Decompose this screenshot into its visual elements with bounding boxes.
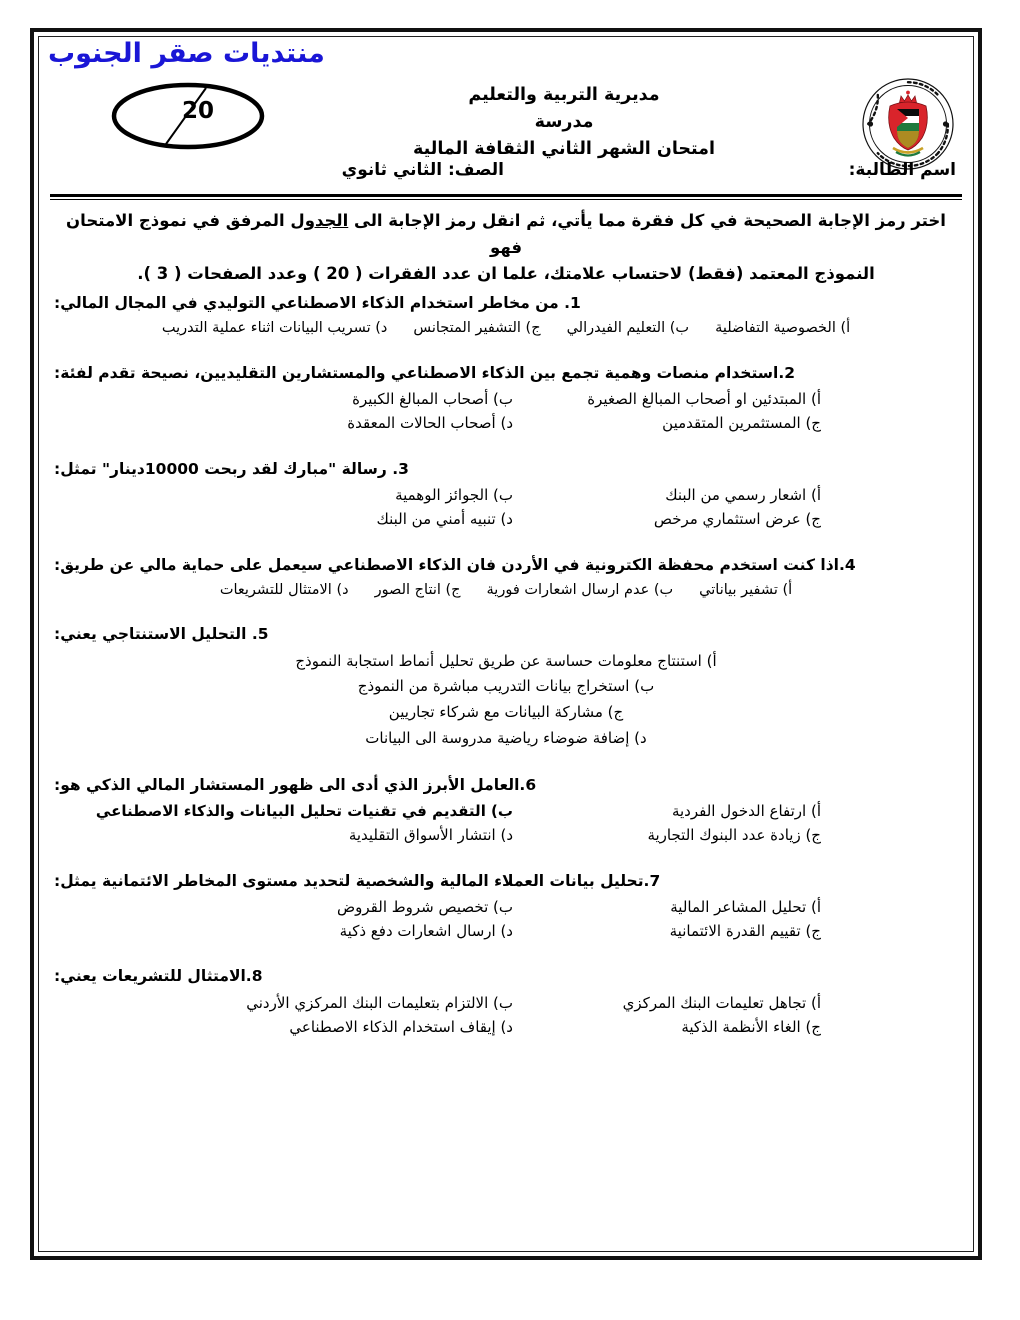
option-6-1[interactable]: أ) ارتفاع الدخول الفردية (671, 801, 821, 820)
question-stem-4: 4.اذا كنت استخدم محفظة الكترونية في الأردن فان الذكاء الاصطناعي سيعمل على حماية مالي عن طريق: (54, 555, 856, 574)
option-2-2[interactable]: ب) أصحاب المبالغ الكبيرة (352, 390, 513, 409)
question-spacer (54, 440, 958, 458)
option-8-4[interactable]: د) إيقاف استخدام الذكاء الاصطناعي (289, 1017, 513, 1036)
question-spacer (54, 756, 958, 774)
option-4-1[interactable]: أ) تشفير بياناتي (699, 581, 793, 598)
option-8-1[interactable]: أ) تجاهل تعليمات البنك المركزي (622, 993, 821, 1012)
options-stack-5 (54, 649, 958, 752)
question-stem-3: 3. رسالة "مبارك لقد ربحت 10000دينار" تمثل: (54, 459, 409, 478)
question-spacer (54, 536, 958, 554)
option-1-1[interactable]: أ) الخصوصية التفاضلية (715, 320, 851, 337)
options-row-2-1 (54, 387, 958, 411)
header-divider (50, 194, 962, 200)
question-block-6 (54, 774, 958, 848)
options-row-6-2 (54, 823, 958, 847)
option-1-2[interactable]: ب) التعليم الفيدرالي (566, 320, 690, 337)
exam-instructions (54, 208, 958, 288)
options-row-3-1 (54, 483, 958, 507)
option-7-2[interactable]: ب) تخصيص شروط القروض (337, 897, 513, 916)
options-row-7-2 (54, 919, 958, 943)
option-2-4[interactable]: د) أصحاب الحالات المعقدة (347, 414, 513, 433)
options-grid-6 (54, 799, 958, 848)
class-label: الصف: الثاني ثانوي (341, 160, 504, 180)
question-block-8 (54, 965, 958, 1039)
options-row-7-1 (54, 895, 958, 919)
option-5-2[interactable]: ب) استخراج بيانات التدريب مباشرة من النموذج (357, 677, 655, 696)
option-4-4[interactable]: د) الامتثال للتشريعات (219, 581, 349, 598)
options-grid-7 (54, 895, 958, 944)
option-1-3[interactable]: ج) التشفير المتجانس (413, 320, 541, 337)
question-block-1 (54, 292, 958, 340)
student-name-label: اسم الطالبة: (848, 160, 956, 180)
question-spacer (54, 344, 958, 362)
option-8-2[interactable]: ب) الالتزام بتعليمات البنك المركزي الأردني (246, 993, 513, 1012)
option-7-3[interactable]: ج) تقييم القدرة الائتمانية (669, 922, 821, 941)
options-row-8-1 (54, 991, 958, 1015)
question-stem-7: 7.تحليل بيانات العملاء المالية والشخصية لتحديد مستوى المخاطر الائتمانية يمثل: (54, 871, 661, 890)
option-6-2[interactable]: ب) التقديم في تقنيات تحليل البيانات والذكاء الاصطناعي (95, 801, 513, 820)
grade-mark-ellipse (110, 82, 266, 150)
question-spacer (54, 1043, 958, 1053)
question-block-7 (54, 870, 958, 944)
question-stem-2: 2.استخدام منصات وهمية تجمع بين الذكاء الاصطناعي والمستشارين التقليديين، نصيحة تقدم لفئة: (54, 363, 796, 382)
option-3-4[interactable]: د) تنبيه أمني من البنك (376, 510, 513, 529)
option-3-3[interactable]: ج) عرض استثماري مرخص (653, 510, 821, 529)
option-5-3[interactable]: ج) مشاركة البيانات مع شركاء تجاريين (388, 703, 624, 722)
option-6-4[interactable]: د) انتشار الأسواق التقليدية (348, 826, 513, 845)
question-block-3 (54, 458, 958, 532)
instructions-line1-part2: المرفق في نموذج الامتحان فهو (66, 211, 523, 257)
option-7-1[interactable]: أ) تحليل المشاعر المالية (670, 897, 821, 916)
option-3-1[interactable]: أ) اشعار رسمي من البنك (665, 485, 821, 504)
option-2-3[interactable]: ج) المستثمرين المتقدمين (662, 414, 821, 433)
question-block-2 (54, 362, 958, 436)
option-4-2[interactable]: ب) عدم ارسال اشعارات فورية (486, 581, 674, 598)
question-stem-8: 8.الامتثال للتشريعات يعني: (54, 967, 263, 986)
options-row-1 (54, 317, 958, 339)
instructions-line1-part1: اختر رمز الإجابة الصحيحة في كل فقرة مما يأتي، ثم انقل رمز الإجابة الى (348, 211, 946, 230)
question-stem-5: 5. التحليل الاستنتاجي يعني: (54, 625, 269, 644)
instructions-line2: النموذج المعتمد (فقط) لاحتساب علامتك، علما ان عدد الفقرات ( 20 ) وعدد الصفحات ( 3 ). (137, 264, 875, 284)
document-body (30, 28, 982, 1260)
option-7-4[interactable]: د) ارسال اشعارات دفع ذكية (339, 922, 513, 941)
options-grid-8 (54, 991, 958, 1040)
options-row-3-2 (54, 507, 958, 531)
question-spacer (54, 947, 958, 965)
question-stem-6: 6.العامل الأبرز الذي أدى الى ظهور المستشار المالي الذكي هو: (54, 775, 537, 794)
forum-watermark: منتديات صقر الجنوب (48, 38, 325, 69)
question-stem-1: 1. من مخاطر استخدام الذكاء الاصطناعي التوليدي في المجال المالي: (54, 294, 581, 313)
directorate-title: مديرية التربية والتعليم (468, 85, 660, 105)
options-row-4 (54, 579, 958, 601)
option-1-4[interactable]: د) تسريب البيانات اثناء عملية التدريب (161, 320, 388, 337)
options-grid-2 (54, 387, 958, 436)
student-identity-row (48, 154, 964, 194)
options-row-8-2 (54, 1015, 958, 1039)
option-5-1[interactable]: أ) استنتاج معلومات حساسة عن طريق تحليل أنماط استجابة النموذج (295, 651, 717, 670)
grade-total-value: 20 (182, 98, 215, 124)
option-2-1[interactable]: أ) المبتدئين او أصحاب المبالغ الصغيرة (587, 390, 821, 409)
option-4-3[interactable]: ج) انتاج الصور (374, 581, 461, 598)
question-spacer (54, 605, 958, 623)
school-title: مدرسة (534, 112, 594, 133)
instructions-underlined-word: الجدول (290, 211, 349, 230)
questions-list (54, 292, 958, 1053)
option-6-3[interactable]: ج) زيادة عدد البنوك التجارية (647, 826, 821, 845)
exam-title: امتحان الشهر الثاني الثقافة المالية (413, 139, 715, 160)
options-row-6-1 (54, 799, 958, 823)
options-grid-3 (54, 483, 958, 532)
header-title-group (284, 82, 844, 163)
question-spacer (54, 852, 958, 870)
question-block-4 (54, 554, 958, 602)
option-8-3[interactable]: ج) الغاء الأنظمة الذكية (681, 1017, 821, 1036)
option-3-2[interactable]: ب) الجوائز الوهمية (395, 485, 513, 504)
options-row-2-2 (54, 411, 958, 435)
option-5-4[interactable]: د) إضافة ضوضاء رياضية مدروسة الى البيانات (365, 728, 647, 747)
question-block-5 (54, 623, 958, 751)
